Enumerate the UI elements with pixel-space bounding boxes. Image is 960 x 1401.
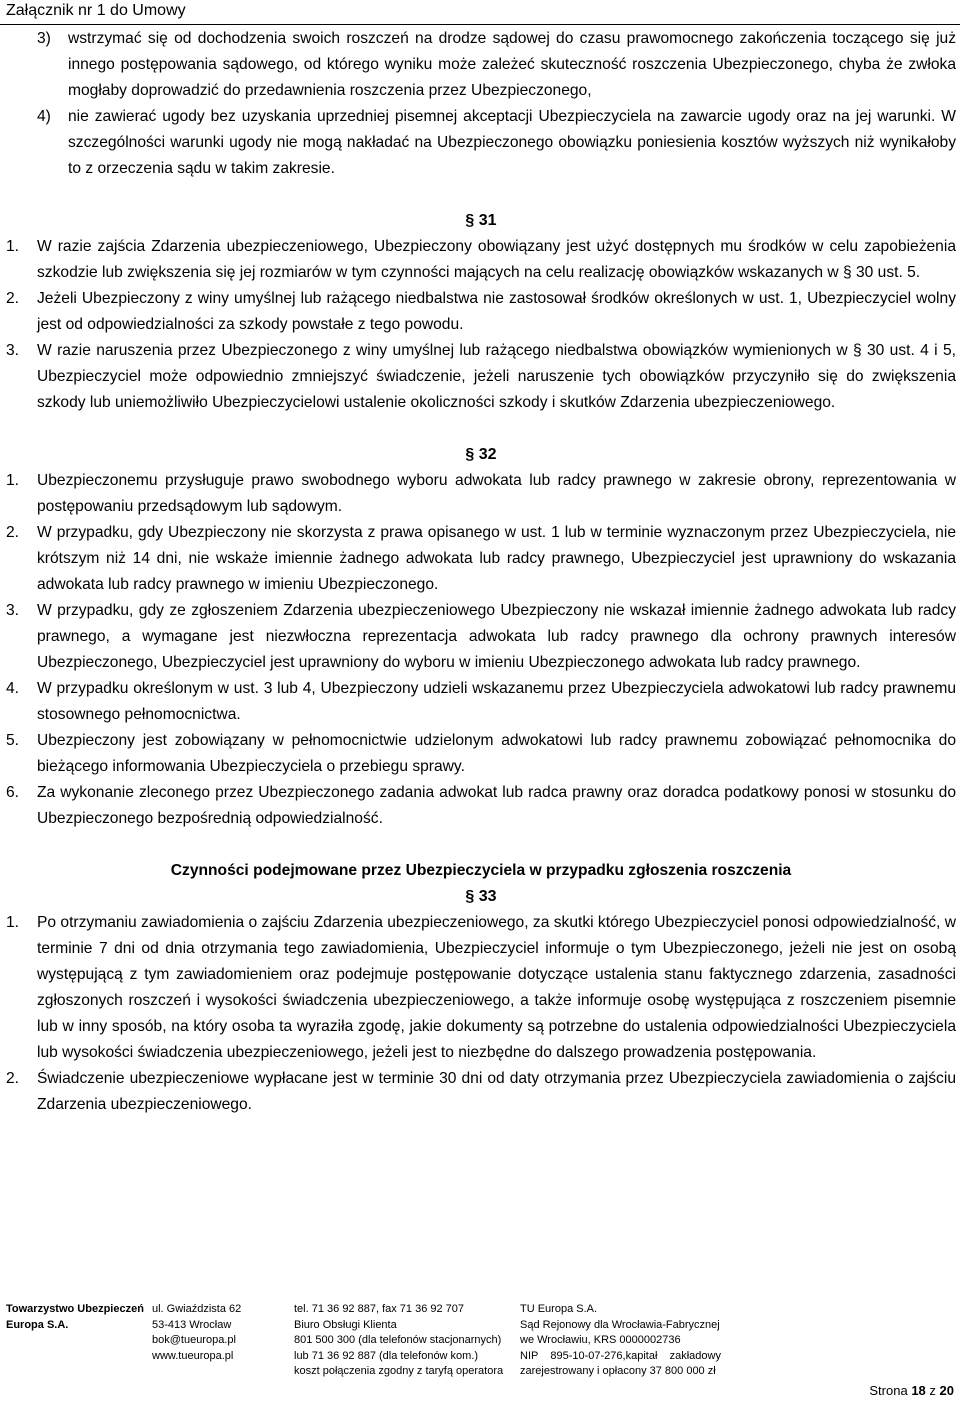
item-number: 2. bbox=[6, 1070, 20, 1087]
footer-line: Sąd Rejonowy dla Wrocławia-Fabrycznej bbox=[520, 1318, 720, 1331]
item-number: 3) bbox=[37, 30, 51, 47]
list-item bbox=[6, 676, 956, 728]
item-number: 5. bbox=[6, 732, 20, 749]
document-body bbox=[6, 26, 956, 1118]
item-text: W przypadku, gdy ze zgłoszeniem Zdarzenia ubezpieczeniowego Ubezpieczony nie wskazał imiennie żadnego adwokata lub radcy prawnego, a wymagane jest niezwłoczna reprezentacja adwokata lub radcy prawnego dla ochrony prawnych interesów Ubezpieczonego, Ubezpieczyciel jest uprawniony do wyboru w imieniu Ubezpieczonego adwokata lub radcy prawnego. bbox=[37, 602, 956, 671]
item-text: W razie zajścia Zdarzenia ubezpieczeniowego, Ubezpieczony obowiązany jest użyć dostępnych mu środków w celu zapobieżenia szkodzie lub zwiększenia się jej rozmiarów w tym czynności mających na celu realizację obowiązków wskazanych w § 30 ust. 5. bbox=[37, 238, 956, 281]
footer-registry bbox=[520, 1302, 756, 1380]
item-text: wstrzymać się od dochodzenia swoich roszczeń na drodze sądowej do czasu prawomocnego zakończenia toczącego się już innego postępowania sądowego, od którego wyniku może zależeć skuteczność roszczenia Ubezpieczonego, chyba że zwłoka mogłaby doprowadzić do przedawnienia roszczenia przez Ubezpieczonego, bbox=[68, 30, 956, 99]
page-label: Strona bbox=[869, 1383, 908, 1398]
item-text: Świadczenie ubezpieczeniowe wypłacane jest w terminie 30 dni od daty otrzymania przez Ubezpieczyciela zawiadomienia o zajściu Zdarzenia ubezpieczeniowego. bbox=[37, 1070, 956, 1113]
item-text: W przypadku, gdy Ubezpieczony nie skorzysta z prawa opisanego w ust. 1 lub w terminie wyznaczonym przez Ubezpieczyciela, nie krótszym niż 14 dni, nie wskaże imiennie żadnego adwokata lub radcy prawnego, Ubezpieczyciel jest uprawniony do wskazania adwokata lub radcy prawnego w imieniu Ubezpieczonego. bbox=[37, 524, 956, 593]
list-item bbox=[6, 234, 956, 286]
footer-line: tel. 71 36 92 887, fax 71 36 92 707 bbox=[294, 1303, 465, 1315]
page-total: 20 bbox=[939, 1383, 954, 1398]
item-text: Po otrzymaniu zawiadomienia o zajściu Zdarzenia ubezpieczeniowego, za skutki którego Ubezpieczyciel ponosi odpowiedzialność, w terminie 7 dni od dnia otrzymania tego zawiadomienia, Ubezpieczyciel informuje o tym Ubezpieczonego, jeżeli nie jest on osobą występującą z tym zawiadomieniem oraz podejmuje postępowanie dotyczące ustalenia stanu faktycznego zdarzenia, zasadności zgłoszonych roszczeń i wysokości świadczenia ubezpieczeniowego, a także informuje osobę występująca z roszczeniem pisemnie lub w inny sposób, na który osoba ta wyraziła zgodę, jakie dokumenty są potrzebne do ustalenia odpowiedzialności Ubezpieczyciela lub wysokości świadczenia ubezpieczeniowego, jeżeli jest to niezbędne do dalszego prowadzenia postępowania. bbox=[37, 914, 956, 1061]
list-item bbox=[6, 910, 956, 1066]
item-number: 2. bbox=[6, 524, 20, 541]
page-header bbox=[0, 0, 960, 25]
item-number: 1. bbox=[6, 238, 20, 255]
page-sep: z bbox=[929, 1383, 936, 1398]
page-number bbox=[869, 1383, 954, 1399]
footer-line: Towarzystwo Ubezpieczeń bbox=[6, 1303, 144, 1315]
spacer bbox=[6, 416, 956, 442]
item-text: Jeżeli Ubezpieczony z winy umyślnej lub rażącego niedbalstwa nie zastosował środków określonych w ust. 1, Ubezpieczyciel wolny jest od odpowiedzialności za szkody powstałe z tego powodu. bbox=[37, 290, 956, 333]
list-item bbox=[6, 728, 956, 780]
footer-line: ul. Gwiaździsta 62 bbox=[152, 1303, 242, 1315]
footer-website[interactable]: www.tueuropa.pl bbox=[152, 1349, 234, 1362]
footer-line: lub 71 36 92 887 (dla telefonów kom.) bbox=[294, 1349, 479, 1362]
section-mark-33: § 33 bbox=[465, 888, 497, 905]
footer-line: Biuro Obsługi Klienta bbox=[294, 1318, 397, 1331]
footer-line: TU Europa S.A. bbox=[520, 1303, 598, 1315]
footer-line: 53-413 Wrocław bbox=[152, 1318, 232, 1331]
footer-line: NIP 895-10-07-276,kapitał zakładowy bbox=[520, 1349, 721, 1362]
list-item bbox=[6, 598, 956, 676]
item-text: Za wykonanie zleconego przez Ubezpieczonego zadania adwokat lub radca prawny oraz doradca podatkowy ponosi w stosunku do Ubezpieczonego bezpośrednią odpowiedzialność. bbox=[37, 784, 956, 827]
item-number: 6. bbox=[6, 784, 20, 801]
section-mark-32: § 32 bbox=[465, 446, 497, 463]
header-title: Załącznik nr 1 do Umowy bbox=[6, 2, 186, 19]
item-number: 4) bbox=[37, 108, 51, 125]
item-number: 2. bbox=[6, 290, 20, 307]
list-item bbox=[6, 338, 956, 416]
list-item bbox=[6, 26, 956, 104]
spacer bbox=[6, 182, 956, 208]
footer-line: we Wrocławiu, KRS 0000002736 bbox=[520, 1334, 681, 1346]
section-mark-31: § 31 bbox=[465, 212, 497, 229]
footer-line: Europa S.A. bbox=[6, 1318, 69, 1331]
section-title: Czynności podejmowane przez Ubezpieczyciela w przypadku zgłoszenia roszczenia bbox=[170, 862, 792, 879]
item-text: nie zawierać ugody bez uzyskania uprzedniej pisemnej akceptacji Ubezpieczyciela na zawarcie ugody oraz na jej warunki. W szczególności warunki ugody nie mogą nakładać na Ubezpieczonego obowiązku poniesienia kosztów wyższych niż wynikałoby to z orzeczenia sądu w takim zakresie. bbox=[68, 108, 956, 177]
footer-contact bbox=[294, 1302, 514, 1380]
page-current: 18 bbox=[911, 1383, 926, 1398]
spacer bbox=[6, 832, 956, 858]
list-item bbox=[6, 520, 956, 598]
item-text: W przypadku określonym w ust. 3 lub 4, Ubezpieczony udzieli wskazanemu przez Ubezpieczyciela adwokatowi lub radcy prawnemu stosownego pełnomocnictwa. bbox=[37, 680, 956, 723]
page-footer bbox=[6, 1302, 956, 1382]
item-number: 1. bbox=[6, 472, 20, 489]
list-item bbox=[6, 468, 956, 520]
item-text: W razie naruszenia przez Ubezpieczonego z winy umyślnej lub rażącego niedbalstwa obowiązków wymienionych w § 30 ust. 4 i 5, Ubezpieczyciel może odpowiednio zmniejszyć świadczenie, jeżeli naruszenie tych obowiązków przyczyniło się do zwiększenia szkody lub uniemożliwiło Ubezpieczycielowi ustalenie okoliczności szkody i skutków Zdarzenia ubezpieczeniowego. bbox=[37, 342, 956, 411]
list-item bbox=[6, 104, 956, 182]
item-number: 4. bbox=[6, 680, 20, 697]
footer-line: koszt połączenia zgodny z taryfą operatora bbox=[294, 1365, 504, 1377]
footer-line: 801 500 300 (dla telefonów stacjonarnych) bbox=[294, 1334, 502, 1346]
footer-line: zarejestrowany i opłacony 37 800 000 zł bbox=[520, 1365, 716, 1377]
item-text: Ubezpieczonemu przysługuje prawo swobodnego wyboru adwokata lub radcy prawnego w zakresie obrony, reprezentowania w postępowaniu przedsądowym lub sądowym. bbox=[37, 472, 956, 515]
item-text: Ubezpieczony jest zobowiązany w pełnomocnictwie udzielonym adwokatowi lub radcy prawnemu zobowiązać pełnomocnika do bieżącego informowania Ubezpieczyciela o przebiegu sprawy. bbox=[37, 732, 956, 775]
item-number: 1. bbox=[6, 914, 20, 931]
list-item bbox=[6, 780, 956, 832]
footer-email[interactable]: bok@tueuropa.pl bbox=[152, 1334, 236, 1346]
list-item bbox=[6, 1066, 956, 1118]
footer-address bbox=[152, 1302, 282, 1364]
list-item bbox=[6, 286, 956, 338]
footer-company bbox=[6, 1302, 144, 1333]
item-number: 3. bbox=[6, 342, 20, 359]
item-number: 3. bbox=[6, 602, 20, 619]
